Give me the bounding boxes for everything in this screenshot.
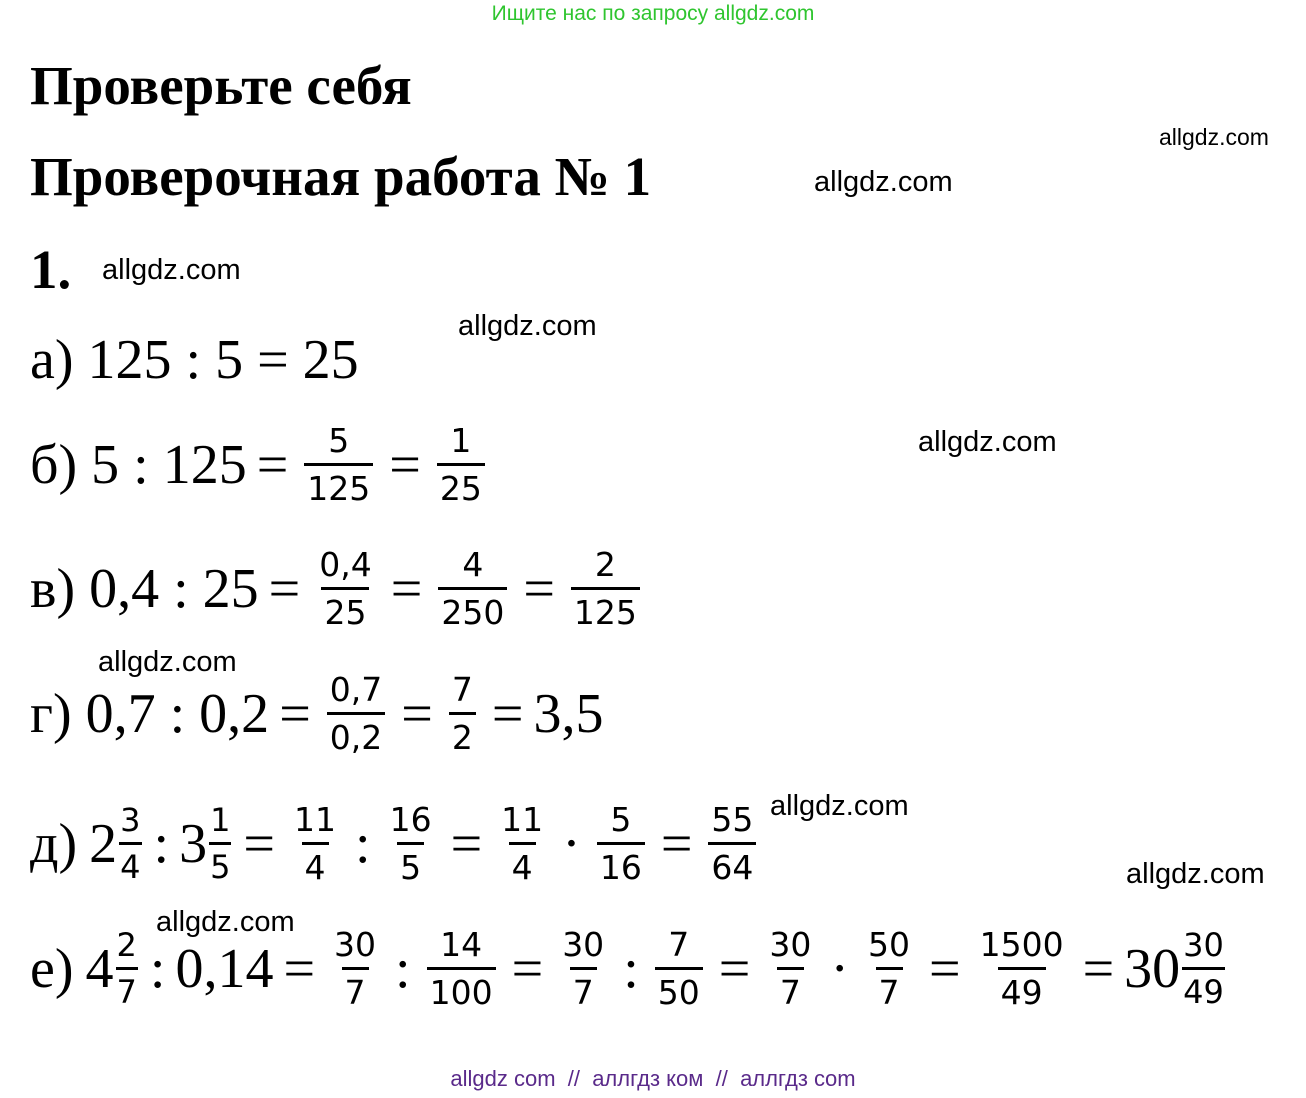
numerator: 0,7: [329, 670, 383, 709]
numerator: 7: [451, 670, 473, 709]
fraction: [119, 801, 141, 886]
equals-sign: =: [268, 558, 301, 621]
denominator: 2: [449, 712, 476, 756]
equals-sign: =: [491, 683, 524, 746]
footer-watermark: allgdz com // аллгдз ком // аллгдз com: [450, 1066, 856, 1091]
fraction: [331, 925, 379, 1012]
numerator: 2: [594, 545, 616, 584]
numerator: 30: [562, 925, 605, 964]
equals-sign: =: [256, 434, 289, 497]
division-sign: :: [355, 813, 371, 876]
row-d: [30, 800, 762, 887]
numerator: 5: [610, 800, 632, 839]
multiplication-sign: ·: [830, 938, 849, 1001]
denominator: 7: [342, 967, 369, 1011]
watermark: allgdz.com: [814, 166, 953, 198]
fraction: [655, 925, 703, 1012]
expression: 0,7 : 0,2: [85, 683, 270, 746]
watermark: allgdz.com: [1126, 858, 1265, 890]
fraction: [597, 800, 645, 887]
division-sign: :: [149, 938, 166, 1001]
numerator: 1: [210, 801, 231, 840]
fraction: [304, 421, 373, 508]
fraction: [316, 545, 374, 632]
denominator: 4: [302, 842, 329, 886]
denominator: 25: [437, 463, 485, 507]
fraction: [559, 925, 607, 1012]
fraction: [209, 801, 231, 886]
equals-sign: =: [1082, 938, 1115, 1001]
denominator: 250: [438, 587, 507, 631]
fraction: [291, 800, 339, 887]
denominator: 50: [655, 967, 703, 1011]
numerator: 5: [328, 421, 350, 460]
division-sign: :: [623, 938, 639, 1001]
numerator: 1500: [979, 925, 1064, 964]
section-title: Проверочная работа № 1: [30, 146, 652, 207]
numerator: 11: [294, 800, 337, 839]
row-label: е): [30, 938, 74, 1001]
denominator: 125: [571, 587, 640, 631]
equals-sign: =: [390, 558, 423, 621]
division-sign: :: [153, 813, 170, 876]
watermark: allgdz.com: [102, 254, 241, 286]
row-label: б): [30, 434, 78, 497]
equals-sign: =: [279, 683, 311, 746]
page-title: Проверьте себя: [30, 55, 412, 116]
equals-sign: =: [243, 813, 276, 876]
numerator: 55: [711, 800, 754, 839]
equals-sign: =: [401, 683, 433, 746]
fraction: [571, 545, 640, 632]
denominator: 4: [119, 842, 141, 885]
equals-sign: =: [660, 813, 693, 876]
whole-part: 2: [89, 813, 118, 876]
equals-sign: =: [929, 938, 961, 1001]
denominator: 100: [427, 967, 496, 1011]
numerator: 50: [868, 925, 910, 964]
denominator: 125: [304, 463, 373, 507]
denominator: 5: [209, 842, 231, 885]
equals-sign: =: [389, 434, 421, 497]
denominator: 7: [777, 967, 804, 1011]
row-label: г): [30, 683, 72, 746]
row-v: [30, 545, 646, 632]
numerator: 30: [1183, 926, 1224, 965]
expression: 5 : 125: [91, 434, 247, 497]
mixed-number: [1124, 926, 1227, 1011]
numerator: 30: [334, 925, 377, 964]
denominator: 25: [321, 587, 369, 631]
denominator: 49: [1182, 967, 1225, 1010]
decimal-value: 0,14: [175, 938, 274, 1001]
numerator: 3: [120, 801, 141, 840]
fraction: [116, 926, 138, 1011]
equals-sign: =: [283, 938, 316, 1001]
numerator: 2: [116, 926, 137, 965]
row-a: [30, 329, 359, 391]
expression: 0,4 : 25: [89, 558, 259, 621]
expression: 125 : 5 = 25: [87, 329, 359, 391]
watermark: allgdz.com: [156, 906, 295, 938]
watermark: allgdz.com: [98, 646, 237, 678]
fraction: [708, 800, 756, 887]
denominator: 7: [116, 967, 138, 1010]
equals-sign: =: [450, 813, 483, 876]
numerator: 0,4: [319, 545, 372, 584]
numerator: 1: [450, 421, 472, 460]
task-number: 1.: [30, 239, 72, 300]
fraction: [437, 421, 485, 508]
division-sign: :: [395, 938, 411, 1001]
row-label: в): [30, 558, 76, 621]
row-label: а): [30, 329, 74, 391]
denominator: 7: [876, 967, 903, 1011]
watermark: allgdz.com: [1159, 124, 1269, 150]
fraction: [387, 800, 435, 887]
fraction: [327, 670, 385, 757]
denominator: 16: [597, 842, 645, 886]
equals-sign: =: [718, 938, 751, 1001]
watermark: allgdz.com: [770, 790, 909, 822]
denominator: 0,2: [327, 712, 385, 756]
numerator: 7: [668, 925, 690, 964]
whole-part: 3: [179, 813, 208, 876]
numerator: 16: [389, 800, 432, 839]
denominator: 64: [708, 842, 756, 886]
row-e: [30, 925, 1227, 1012]
denominator: 4: [509, 842, 536, 886]
fraction: [498, 800, 546, 887]
mixed-number: [179, 801, 233, 886]
fraction: [449, 670, 476, 757]
fraction: [865, 925, 913, 1012]
fraction: [766, 925, 814, 1012]
equals-sign: =: [523, 558, 555, 621]
row-label: д): [30, 813, 78, 876]
watermark: allgdz.com: [458, 310, 597, 342]
row-b: [30, 421, 491, 508]
denominator: 49: [998, 967, 1046, 1011]
fraction: [1182, 926, 1225, 1011]
denominator: 7: [570, 967, 597, 1011]
result: 3,5: [533, 683, 604, 746]
equals-sign: =: [511, 938, 544, 1001]
top-banner: Ищите нас по запросу allgdz.com: [491, 2, 815, 25]
numerator: 14: [440, 925, 483, 964]
numerator: 11: [501, 800, 544, 839]
whole-part: 30: [1124, 938, 1181, 1001]
multiplication-sign: ·: [562, 813, 581, 876]
watermark: allgdz.com: [918, 426, 1057, 458]
numerator: 4: [462, 545, 484, 584]
fraction: [427, 925, 496, 1012]
fraction: [977, 925, 1067, 1012]
denominator: 5: [397, 842, 424, 886]
row-g: [30, 670, 604, 757]
fraction: [438, 545, 507, 632]
numerator: 30: [769, 925, 812, 964]
mixed-number: [85, 926, 140, 1011]
mixed-number: [89, 801, 143, 886]
whole-part: 4: [85, 938, 114, 1001]
